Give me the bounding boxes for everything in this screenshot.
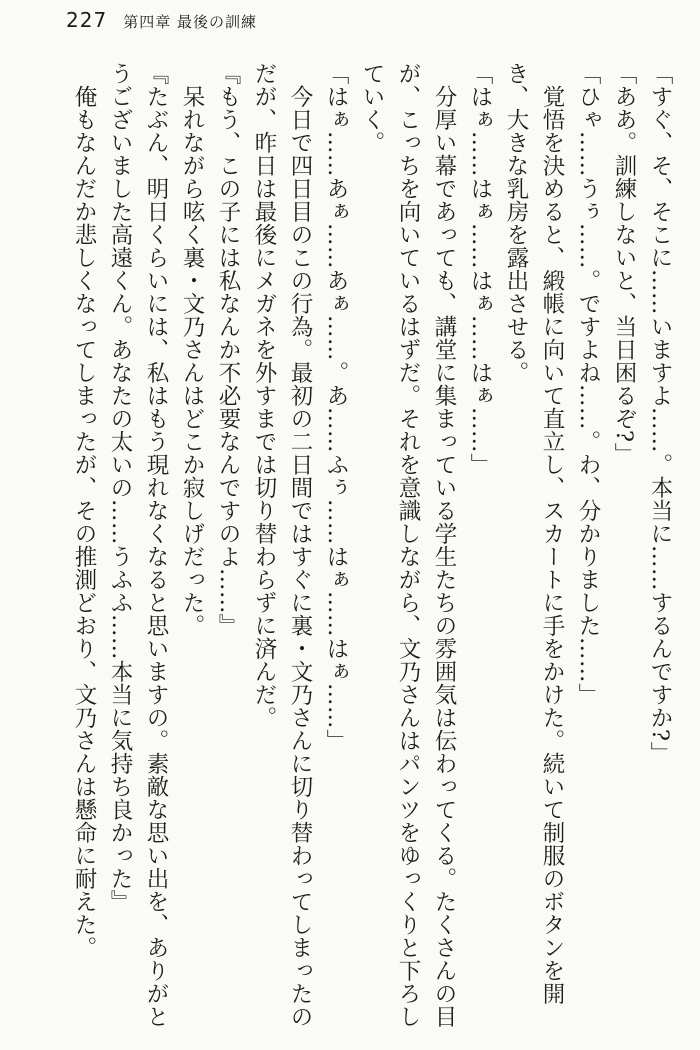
page-number: 227 [66,8,108,32]
paragraph: 「ああ。訓練しないと、当日困るぞ?」 [611,62,637,466]
paragraph: 「はぁ……はぁ……はぁ……はぁ……」 [467,62,493,476]
paragraph: 分厚い幕であっても、講堂に集まっている学生たちの雰囲気は伝わってくる。たくさんの目が、こっちを向いているはずだ。それを意識しながら、文乃さんはパンツをゆっくりと下ろしていく。 [359,62,457,1028]
paragraph: 呆れながら呟く裏・文乃さんはどこか寂しげだった。 [179,84,205,637]
paragraph: 「すぐ、そ、そこに……いますよ……。本当に……するんですか?」 [647,62,673,765]
page-header [66,8,257,32]
paragraph: 『たぶん、明日くらいには、私はもう現れなくなると思いますの。素敵な思い出を、ありがとうございました高遠くん。あなたの太いの……うふふ……本当に気持ち良かった』 [107,62,169,1028]
chapter-title: 第四章 最後の訓練 [123,13,257,31]
paragraph: 今日で四日目のこの行為。最初の二日間ではすぐに裏・文乃さんに切り替わってしまったのだが、昨日は最後にメガネを外すまでは切り替わらずに済んだ。 [251,62,313,1028]
paragraph: 俺もなんだか悲しくなってしまったが、その推測どおり、文乃さんは懸命に耐えた。 [71,84,97,959]
paragraph: 覚悟を決めると、緞帳に向いて直立し、スカートに手をかけた。続いて制服のボタンを開き、大きな乳房を露出させる。 [503,62,565,1005]
paragraph: 「はぁ……あぁ……あぁ……。あ……ふぅ……はぁ……はぁ……」 [323,62,349,752]
vertical-text-body [66,62,678,1032]
paragraph: 『もう、この子には私なんか不必要なんですのよ……』 [215,62,241,637]
paragraph: 「ひゃ……うぅ……。ですよね……。わ、分かりました……」 [575,62,601,706]
